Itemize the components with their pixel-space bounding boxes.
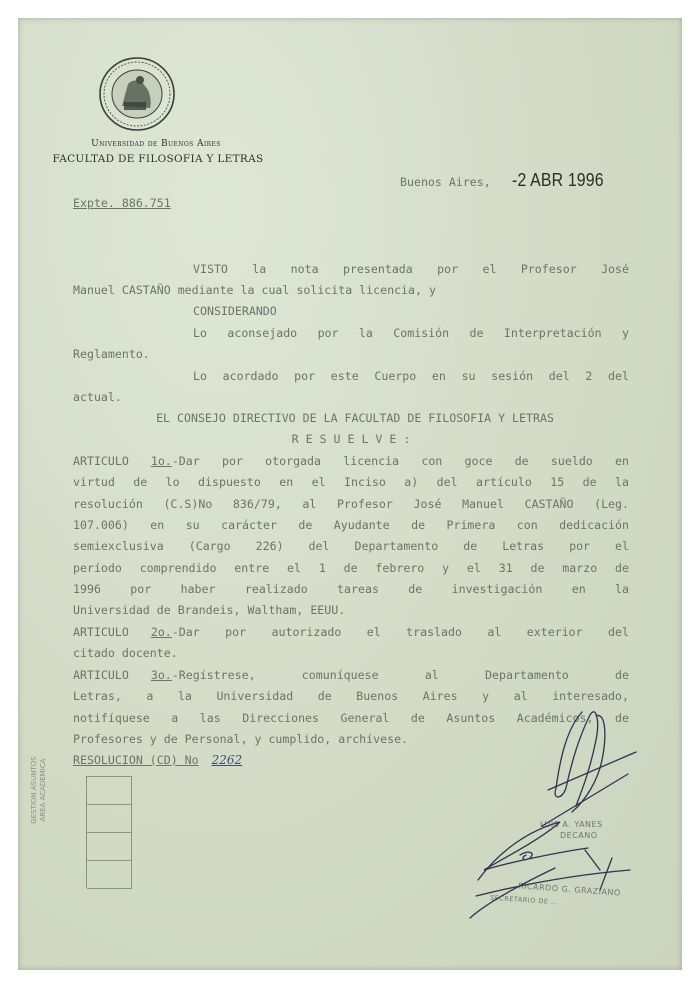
article-1-line-7: 1996 por haber realizado tareas de investigación en la	[73, 582, 629, 596]
secretary-signature	[470, 822, 630, 918]
expediente-number: Expte. 886.751	[73, 196, 171, 210]
article-3-line-4: Profesores y de Personal, y cumplido, archívese.	[73, 732, 409, 746]
article-1-line-4: 107.006) en su carácter de Ayudante de Primera con dedicación	[73, 518, 629, 532]
resuelve-heading: R E S U E L V E :	[291, 432, 411, 446]
article-1-number: 1o.	[150, 454, 172, 468]
article-3-label: ARTICULO	[73, 668, 129, 682]
resolution-label: RESOLUCION (CD) No	[73, 753, 199, 767]
secretary-name: RICARDO G. GRAZIANO	[517, 881, 622, 898]
acordado-line-2: actual.	[73, 390, 122, 404]
article-3-line-2: Letras, a la Universidad de Buenos Aires y al interesado,	[73, 689, 629, 703]
university-name: Universidad de Buenos Aires	[91, 139, 221, 149]
faculty-name: FACULTAD DE FILOSOFIA Y LETRAS	[52, 153, 264, 165]
article-1-label: ARTICULO	[73, 454, 129, 468]
considerando-line-2: Reglamento.	[73, 347, 150, 361]
consejo-heading: EL CONSEJO DIRECTIVO DE LA FACULTAD DE FILOSOFIA Y LETRAS	[156, 411, 554, 425]
article-2-number: 2o.	[150, 625, 172, 639]
resolution-handwritten-number: 2262	[211, 753, 243, 767]
dean-name: LUIS A. YANES	[540, 820, 603, 829]
secretary-title: SECRETARIO DE ...	[489, 893, 560, 907]
dean-title: DECANO	[560, 831, 598, 840]
stamp-label-line-1: GESTION ASUNTOS	[30, 756, 38, 824]
article-2-line-1: -Dar por autorizado el traslado al exterior del	[171, 625, 629, 639]
article-3-number: 3o.	[150, 668, 172, 682]
article-2-label: ARTICULO	[73, 625, 129, 639]
considerando-heading: CONSIDERANDO	[193, 304, 277, 318]
dean-signature	[555, 712, 605, 812]
article-3-line-3: notifíquese a las Direcciones General de Asuntos Académicos, de	[73, 711, 629, 725]
article-1-line-1: -Dar por otorgada licencia con goce de sueldo en	[171, 454, 629, 468]
article-1-line-8: Universidad de Brandeis, Waltham, EEUU.	[73, 603, 346, 617]
article-1-line-5: semiexclusiva (Cargo 226) del Departamento de Letras por el	[73, 539, 629, 553]
acordado-line-1: Lo acordado por este Cuerpo en su sesión del 2 del	[193, 369, 629, 383]
considerando-line-1: Lo aconsejado por la Comisión de Interpretación y	[193, 326, 629, 340]
article-1-line-2: virtud de lo dispuesto en el Inciso a) del artículo 15 de la	[73, 475, 629, 489]
visto-line-2: Manuel CASTAÑO mediante la cual solicita licencia, y	[73, 283, 436, 297]
place-label: Buenos Aires,	[400, 175, 491, 189]
article-1-line-3: resolución (C.S)No 836/79, al Profesor José Manuel CASTAÑO (Leg.	[73, 497, 629, 511]
article-1-line-6: período comprendido entre el 1 de febrero y el 31 de marzo de	[73, 561, 629, 575]
visto-line-1: VISTO la nota presentada por el Profesor José	[193, 262, 629, 276]
article-3-line-1: -Regístrese, comuníquese al Departamento de	[171, 668, 629, 682]
article-2-line-2: citado docente.	[73, 646, 178, 660]
stamp-label-line-2: AREA ACADEMICA	[39, 758, 47, 822]
date-stamp: -2 ABR 1996	[512, 170, 604, 190]
